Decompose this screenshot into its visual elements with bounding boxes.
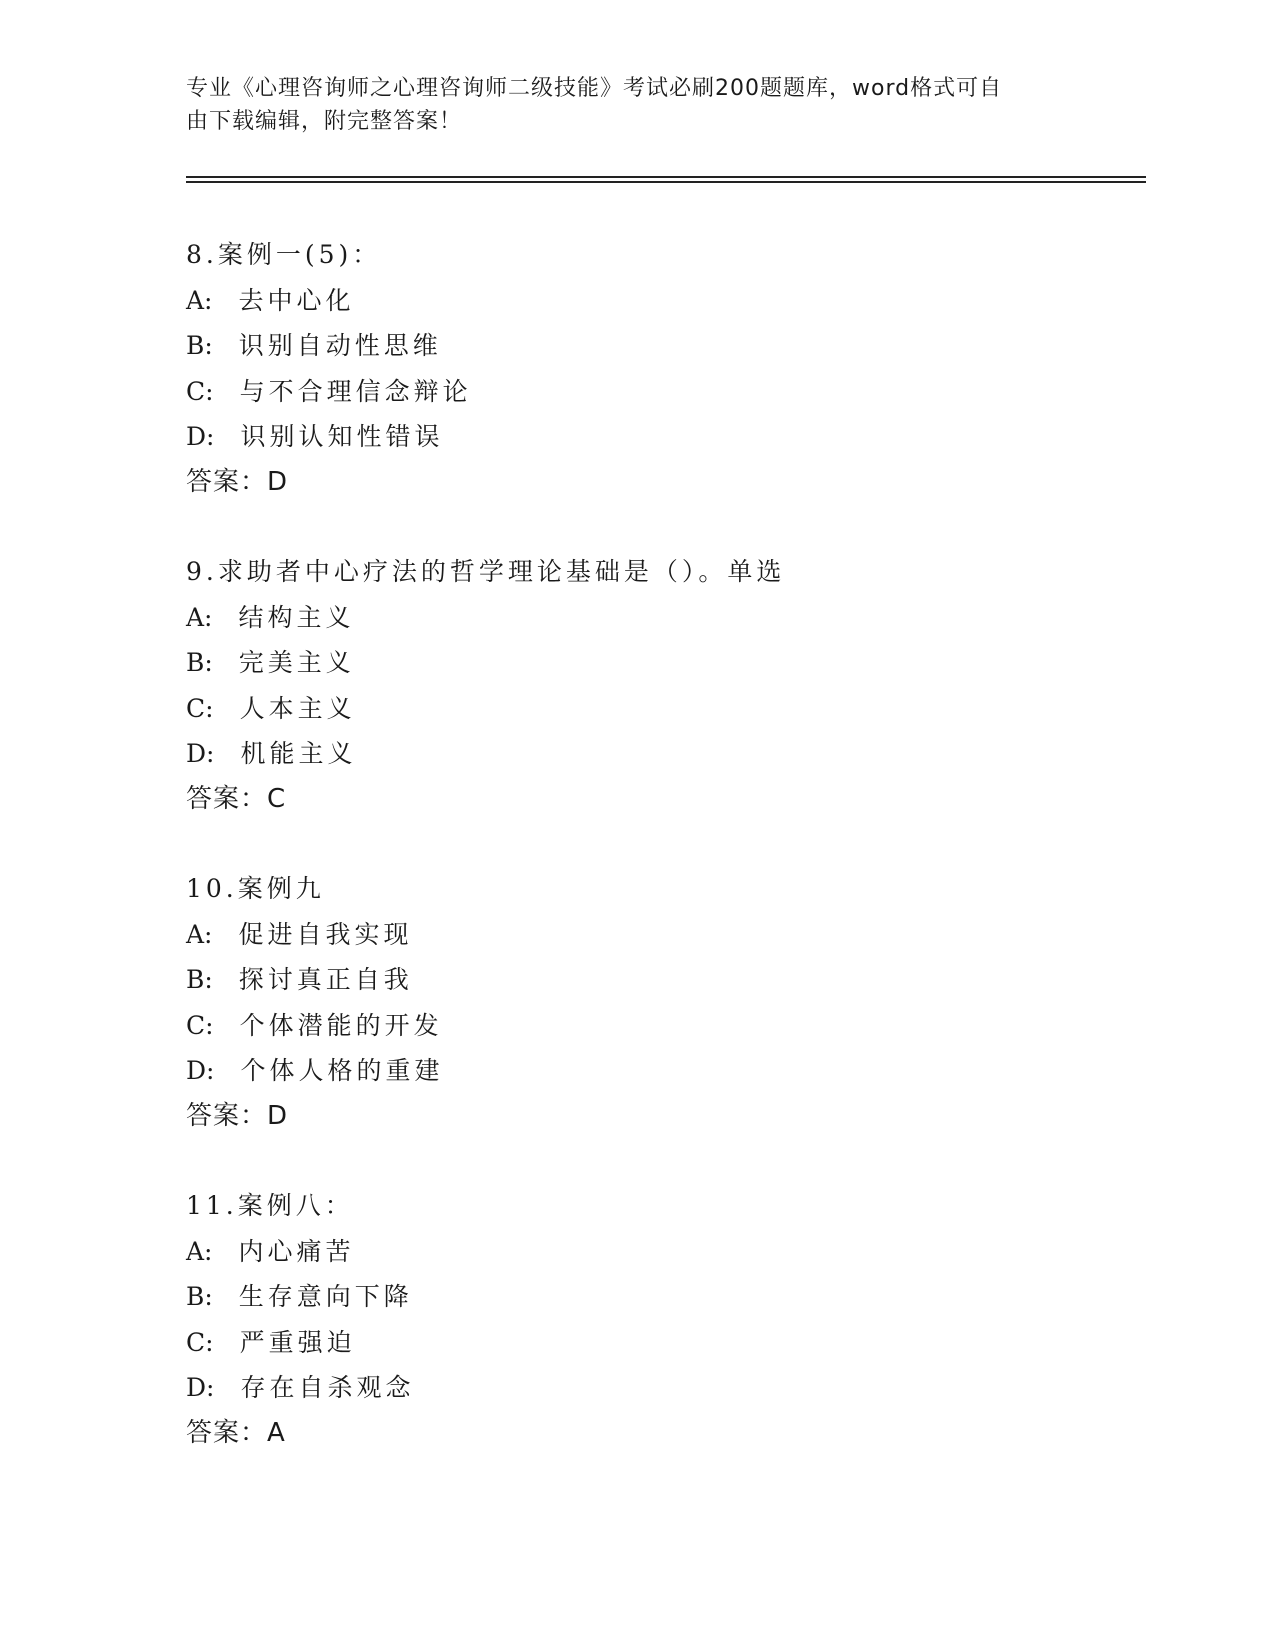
header-divider-bottom bbox=[186, 181, 1146, 183]
document-header bbox=[186, 72, 1066, 138]
question-item bbox=[186, 866, 1086, 1139]
option-text: 探讨真正自我 bbox=[238, 965, 413, 994]
option-letter: D: bbox=[186, 422, 215, 451]
option-text: 人本主义 bbox=[239, 693, 356, 723]
answer-value: D bbox=[267, 1100, 289, 1131]
option-a bbox=[186, 1229, 1086, 1275]
option-letter: A: bbox=[186, 285, 213, 315]
answer-value: D bbox=[267, 466, 289, 497]
question-stem: 9.求助者中心疗法的哲学理论基础是（）。单选 bbox=[186, 557, 786, 586]
question-item bbox=[186, 1183, 1086, 1456]
option-text: 严重强迫 bbox=[239, 1327, 356, 1357]
option-b bbox=[186, 1274, 1086, 1320]
option-text: 去中心化 bbox=[238, 285, 355, 315]
option-c bbox=[186, 369, 1086, 415]
answer-line bbox=[186, 460, 1086, 506]
option-letter: C: bbox=[186, 376, 214, 406]
option-text: 机能主义 bbox=[240, 739, 357, 768]
option-letter: A: bbox=[186, 602, 213, 632]
option-letter: A: bbox=[186, 919, 213, 949]
option-text: 生存意向下降 bbox=[238, 1282, 413, 1311]
option-c bbox=[186, 1320, 1086, 1366]
option-text: 识别自动性思维 bbox=[238, 331, 442, 360]
answer-line bbox=[186, 1094, 1086, 1140]
option-a bbox=[186, 278, 1086, 324]
option-letter: B: bbox=[186, 331, 213, 360]
answer-prefix: 答案： bbox=[186, 783, 268, 814]
header-line-2: 由下载编辑，附完整答案！ bbox=[186, 109, 463, 134]
option-d bbox=[186, 414, 1086, 460]
option-b bbox=[186, 957, 1086, 1003]
question-item bbox=[186, 549, 1086, 822]
option-b bbox=[186, 640, 1086, 686]
option-letter: D: bbox=[186, 1373, 215, 1402]
option-text: 内心痛苦 bbox=[238, 1236, 355, 1266]
option-text: 结构主义 bbox=[238, 602, 355, 632]
option-letter: B: bbox=[186, 965, 213, 994]
question-stem: 8.案例一(5)： bbox=[186, 240, 382, 269]
answer-prefix: 答案： bbox=[186, 466, 268, 497]
option-letter: A: bbox=[186, 1236, 213, 1266]
option-text: 与不合理信念辩论 bbox=[239, 376, 472, 406]
question-list bbox=[186, 232, 1086, 1500]
question-item bbox=[186, 232, 1086, 505]
answer-line bbox=[186, 777, 1086, 823]
option-d bbox=[186, 731, 1086, 777]
answer-value: A bbox=[267, 1417, 286, 1448]
answer-line bbox=[186, 1411, 1086, 1457]
option-a bbox=[186, 912, 1086, 958]
question-stem: 10.案例九 bbox=[186, 874, 325, 903]
option-letter: B: bbox=[186, 648, 213, 677]
option-text: 个体人格的重建 bbox=[240, 1056, 444, 1085]
option-d bbox=[186, 1048, 1086, 1094]
option-letter: C: bbox=[186, 1327, 214, 1357]
option-text: 完美主义 bbox=[238, 648, 355, 677]
answer-prefix: 答案： bbox=[186, 1417, 268, 1448]
option-letter: C: bbox=[186, 693, 214, 723]
option-d bbox=[186, 1365, 1086, 1411]
option-text: 识别认知性错误 bbox=[240, 422, 444, 451]
option-a bbox=[186, 595, 1086, 641]
option-b bbox=[186, 323, 1086, 369]
option-letter: B: bbox=[186, 1282, 213, 1311]
answer-prefix: 答案： bbox=[186, 1100, 268, 1131]
option-c bbox=[186, 1003, 1086, 1049]
option-c bbox=[186, 686, 1086, 732]
option-letter: D: bbox=[186, 739, 215, 768]
option-text: 存在自杀观念 bbox=[240, 1373, 415, 1402]
answer-value: C bbox=[267, 783, 287, 814]
header-divider-top bbox=[186, 176, 1146, 178]
option-letter: D: bbox=[186, 1056, 215, 1085]
question-stem: 11.案例八： bbox=[186, 1191, 354, 1220]
option-letter: C: bbox=[186, 1010, 214, 1040]
header-line-1: 专业《心理咨询师之心理咨询师二级技能》考试必刷200题题库，word格式可自 bbox=[186, 76, 1003, 101]
option-text: 个体潜能的开发 bbox=[239, 1010, 443, 1040]
option-text: 促进自我实现 bbox=[238, 919, 413, 949]
